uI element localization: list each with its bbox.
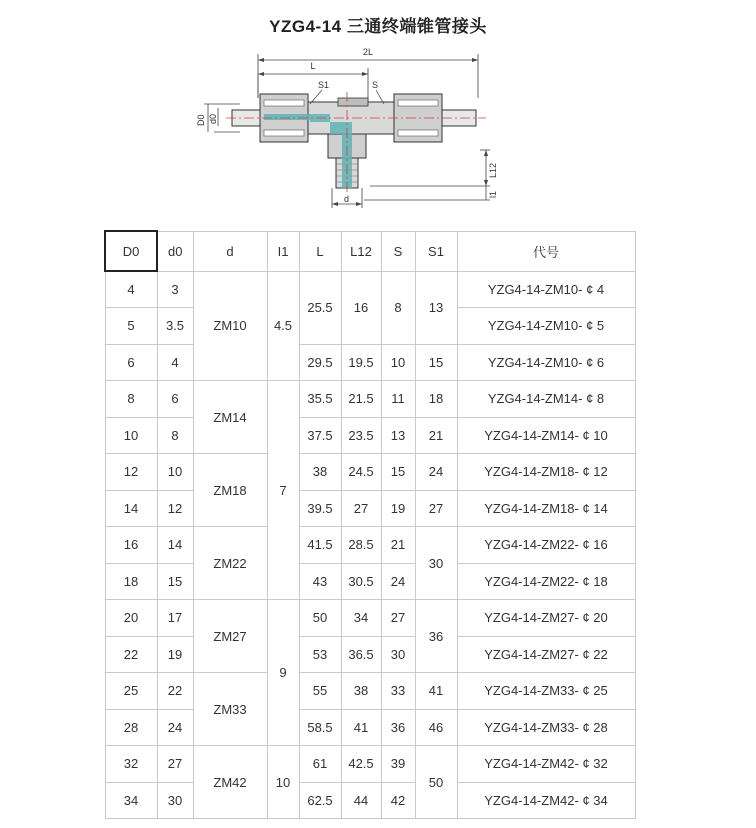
cell-code: YZG4-14-ZM10- ¢ 5 [457,308,635,345]
spec-table [104,230,636,819]
cell-code: YZG4-14-ZM18- ¢ 12 [457,454,635,491]
cell-d0: 22 [105,636,157,673]
table-row [105,527,635,564]
cell-s: 8 [381,271,415,344]
cell-l: 38 [299,454,341,491]
cell-l12: 41 [341,709,381,746]
cell-code: YZG4-14-ZM10- ¢ 6 [457,344,635,381]
cell-l12: 38 [341,673,381,710]
cell-s1: 30 [415,527,457,600]
cell-d0-lower: 17 [157,600,193,637]
cell-code: YZG4-14-ZM22- ¢ 16 [457,527,635,564]
cell-s1: 15 [415,344,457,381]
cell-d0-lower: 10 [157,454,193,491]
table-row [105,490,635,527]
cell-s: 19 [381,490,415,527]
cell-s: 24 [381,563,415,600]
cell-s1: 21 [415,417,457,454]
cell-d0: 14 [105,490,157,527]
cell-s1: 46 [415,709,457,746]
cell-d: ZM22 [193,527,267,600]
cell-l12: 42.5 [341,746,381,783]
cell-d0: 32 [105,746,157,783]
header-s: S [381,231,415,271]
cell-d0-lower: 6 [157,381,193,418]
cell-s: 36 [381,709,415,746]
cell-d0-lower: 22 [157,673,193,710]
cell-s: 30 [381,636,415,673]
cell-l: 53 [299,636,341,673]
fitting-drawing [190,38,510,210]
cell-s: 11 [381,381,415,418]
cell-l12: 21.5 [341,381,381,418]
cell-l: 39.5 [299,490,341,527]
cell-d: ZM42 [193,746,267,819]
label-l12: L12 [488,162,498,178]
cell-code: YZG4-14-ZM27- ¢ 20 [457,600,635,637]
cell-i1: 9 [267,600,299,746]
cell-i1: 10 [267,746,299,819]
table-row [105,709,635,746]
header-i1: I1 [267,231,299,271]
cell-s: 10 [381,344,415,381]
cell-l12: 34 [341,600,381,637]
cell-d: ZM18 [193,454,267,527]
cell-d0-lower: 14 [157,527,193,564]
cell-code: YZG4-14-ZM14- ¢ 8 [457,381,635,418]
cell-d0: 16 [105,527,157,564]
cell-d0: 12 [105,454,157,491]
cell-l: 41.5 [299,527,341,564]
cell-d0: 28 [105,709,157,746]
cell-d: ZM27 [193,600,267,673]
cell-s: 42 [381,782,415,819]
cell-d0: 5 [105,308,157,345]
cell-code: YZG4-14-ZM33- ¢ 28 [457,709,635,746]
label-d0-upper: D0 [196,114,206,126]
cell-d0-lower: 3 [157,271,193,308]
cell-d0: 20 [105,600,157,637]
cell-l12: 19.5 [341,344,381,381]
cell-s: 21 [381,527,415,564]
table-row [105,563,635,600]
cell-d0: 6 [105,344,157,381]
cell-code: YZG4-14-ZM42- ¢ 34 [457,782,635,819]
table-row [105,344,635,381]
cell-code: YZG4-14-ZM22- ¢ 18 [457,563,635,600]
cell-l12: 44 [341,782,381,819]
cell-l12: 30.5 [341,563,381,600]
cell-l12: 28.5 [341,527,381,564]
cell-l: 55 [299,673,341,710]
header-l: L [299,231,341,271]
cell-s1: 24 [415,454,457,491]
table-row [105,381,635,418]
header-s1: S1 [415,231,457,271]
cell-l12: 23.5 [341,417,381,454]
header-d0: D0 [105,231,157,271]
cell-code: YZG4-14-ZM42- ¢ 32 [457,746,635,783]
table-header-row [105,231,635,271]
cell-s: 39 [381,746,415,783]
cell-code: YZG4-14-ZM10- ¢ 4 [457,271,635,308]
cell-d0-lower: 27 [157,746,193,783]
table-row [105,417,635,454]
cell-l12: 24.5 [341,454,381,491]
table-row [105,673,635,710]
table-row [105,454,635,491]
cell-d0: 4 [105,271,157,308]
cell-s1: 13 [415,271,457,344]
label-d0-lower: d0 [208,113,218,124]
cell-i1: 7 [267,381,299,600]
label-s: S [372,80,379,90]
header-d: d [193,231,267,271]
cell-d0-lower: 15 [157,563,193,600]
label-2l: 2L [362,47,374,57]
cell-l: 61 [299,746,341,783]
cell-s: 15 [381,454,415,491]
cell-d0: 34 [105,782,157,819]
table-row [105,600,635,637]
cell-l: 25.5 [299,271,341,344]
cell-l: 58.5 [299,709,341,746]
header-l12: L12 [341,231,381,271]
cell-d0: 8 [105,381,157,418]
cell-d0: 25 [105,673,157,710]
cell-d0-lower: 12 [157,490,193,527]
cell-code: YZG4-14-ZM27- ¢ 22 [457,636,635,673]
header-d0-lower: d0 [157,231,193,271]
cell-l: 50 [299,600,341,637]
cell-code: YZG4-14-ZM18- ¢ 14 [457,490,635,527]
cell-l: 29.5 [299,344,341,381]
cell-code: YZG4-14-ZM14- ¢ 10 [457,417,635,454]
cell-d0-lower: 19 [157,636,193,673]
label-l: L [310,61,316,71]
cell-d0-lower: 30 [157,782,193,819]
label-s1: S1 [318,80,330,90]
cell-s1: 36 [415,600,457,673]
cell-d0-lower: 8 [157,417,193,454]
header-code: 代号 [457,231,635,271]
cell-l: 43 [299,563,341,600]
table-row [105,636,635,673]
cell-s1: 27 [415,490,457,527]
cell-d: ZM33 [193,673,267,746]
cell-l12: 36.5 [341,636,381,673]
cell-l12: 27 [341,490,381,527]
table-row [105,746,635,783]
table-row [105,782,635,819]
page-title: YZG4-14 三通终端锥管接头 [269,17,487,36]
cell-s1: 18 [415,381,457,418]
cell-d: ZM10 [193,271,267,381]
table-row [105,271,635,308]
cell-d0-lower: 3.5 [157,308,193,345]
cell-s: 27 [381,600,415,637]
cell-d: ZM14 [193,381,267,454]
cell-s: 33 [381,673,415,710]
cell-d0: 10 [105,417,157,454]
cell-l12: 16 [341,271,381,344]
cell-i1: 4.5 [267,271,299,381]
cell-l: 37.5 [299,417,341,454]
label-d: d [344,194,350,204]
cell-code: YZG4-14-ZM33- ¢ 25 [457,673,635,710]
cell-d0: 18 [105,563,157,600]
cell-d0-lower: 24 [157,709,193,746]
label-l1: l1 [488,190,498,198]
cell-s: 13 [381,417,415,454]
cell-l: 62.5 [299,782,341,819]
cell-d0-lower: 4 [157,344,193,381]
cell-s1: 41 [415,673,457,710]
cell-l: 35.5 [299,381,341,418]
cell-s1: 50 [415,746,457,819]
